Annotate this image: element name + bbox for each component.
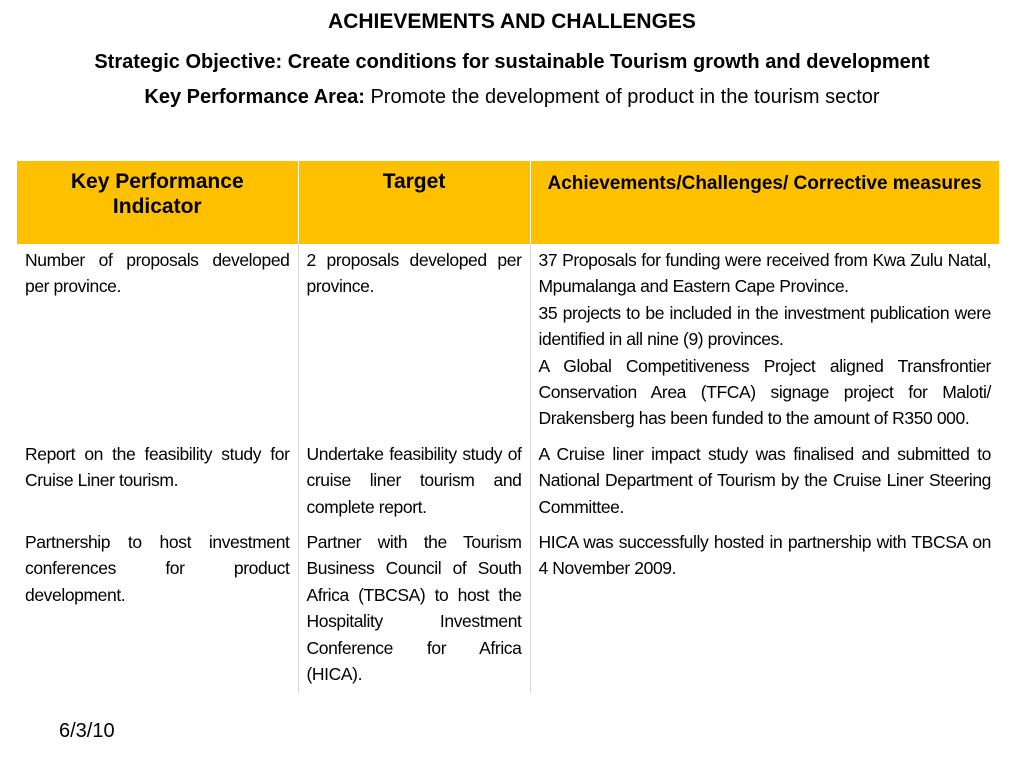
indicator-cell: Number of proposals developed per province. [17, 244, 298, 438]
achievements-cell [530, 244, 999, 438]
achievement-item: A Cruise liner impact study was finalised and submitted to National Department of Tourism by the Cruise Liner Steering Committee. [538, 443, 991, 517]
achievements-cell [530, 526, 999, 693]
indicator-cell: Partnership to host investment conferences for product development. [17, 526, 298, 693]
indicator-cell: Report on the feasibility study for Cruise Liner tourism. [17, 438, 298, 526]
achievement-item: 35 projects to be included in the investment publication were identified in all nine (9) provinces. [538, 302, 991, 350]
column-header-indicator: Key Performance Indicator [17, 161, 298, 244]
table-row [17, 526, 999, 693]
strategic-objective: Strategic Objective: Create conditions for sustainable Tourism growth and development [94, 51, 930, 73]
kpi-table [17, 161, 1000, 694]
kpa-label: Key Performance Area: [144, 86, 365, 108]
slide-date: 6/3/10 [59, 720, 115, 742]
table-row [17, 244, 999, 438]
kpa-value: Promote the development of product in the tourism sector [370, 86, 880, 108]
achievements-cell [530, 438, 999, 526]
target-cell: 2 proposals developed per province. [298, 244, 530, 438]
achievement-item: 37 Proposals for funding were received from Kwa Zulu Natal, Mpumalanga and Eastern Cape Province. [538, 250, 991, 297]
column-header-achievements: Achievements/Challenges/ Corrective measures [530, 161, 999, 244]
page-title: ACHIEVEMENTS AND CHALLENGES [328, 10, 696, 33]
column-header-target: Target [298, 161, 530, 244]
key-performance-area [0, 86, 1024, 109]
target-cell: Undertake feasibility study of cruise liner tourism and complete report. [298, 438, 530, 526]
target-cell: Partner with the Tourism Business Council of South Africa (TBCSA) to host the Hospitality Investment Conference for Africa (HICA). [298, 526, 530, 693]
table-row [17, 438, 999, 526]
table-header-row [17, 161, 999, 244]
achievement-item: A Global Competitiveness Project aligned Transfrontier Conservation Area (TFCA) signage project for Maloti/ Drakensberg has been funded to the amount of R350 000. [538, 355, 991, 429]
achievement-item: HICA was successfully hosted in partnership with TBCSA on 4 November 2009. [538, 532, 991, 579]
